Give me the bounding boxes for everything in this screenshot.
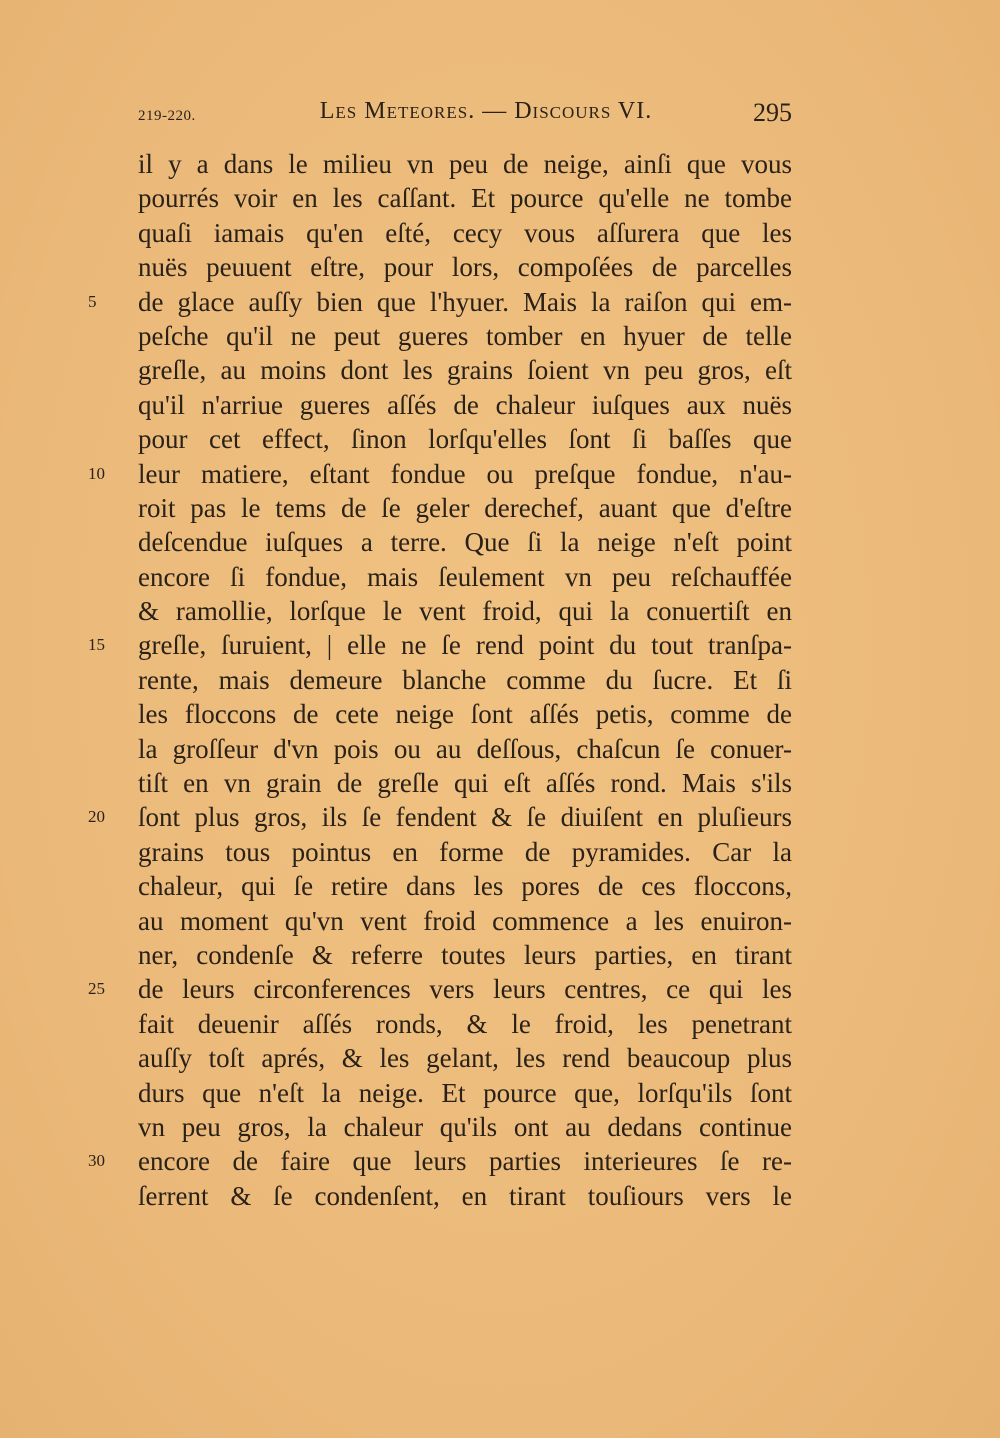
text-line — [138, 835, 792, 869]
text-line — [138, 1041, 792, 1075]
line-text: greſle, ſuruient, | elle ne ſe rend point du tout tranſpa- — [138, 630, 792, 661]
text-line — [138, 216, 792, 250]
text-line — [138, 594, 792, 628]
line-number: 5 — [88, 291, 97, 311]
line-text: les floccons de cete neige ſont aſſés petis, comme de — [138, 699, 792, 730]
line-text: quaſi iamais qu'en eſté, cecy vous aſſurera que les — [138, 217, 792, 248]
text-line — [88, 285, 792, 319]
line-text: ſerrent & ſe condenſent, en tirant touſiours vers le — [138, 1180, 792, 1211]
text-line — [138, 732, 792, 766]
line-text: greſle, au moins dont les grains ſoient vn peu gros, eſt — [138, 355, 792, 386]
text-line — [88, 628, 792, 662]
line-text: chaleur, qui ſe retire dans les pores de ces floccons, — [138, 871, 792, 902]
line-text: ſont plus gros, ils ſe fendent & ſe diuiſent en pluſieurs — [138, 802, 792, 833]
text-line — [138, 560, 792, 594]
line-text: de glace auſſy bien que l'hyuer. Mais la raiſon qui em- — [138, 286, 792, 317]
line-text: durs que n'eſt la neige. Et pource que, lorſqu'ils ſont — [138, 1077, 792, 1108]
text-line — [138, 938, 792, 972]
text-line — [138, 1179, 792, 1213]
line-text: vn peu gros, la chaleur qu'ils ont au dedans continue — [138, 1111, 792, 1142]
line-text: de leurs circonferences vers leurs centres, ce qui les — [138, 974, 792, 1005]
folio-reference: 219-220. — [138, 108, 196, 124]
line-number: 25 — [88, 979, 105, 999]
line-number: 15 — [88, 635, 105, 655]
text-line — [88, 457, 792, 491]
text-line — [138, 319, 792, 353]
text-line — [88, 1144, 792, 1178]
line-text: il y a dans le milieu vn peu de neige, ainſi que vous — [138, 149, 792, 179]
line-text: nuës peuuent eſtre, pour lors, compoſées de parcelles — [138, 252, 792, 283]
line-text: encore de faire que leurs parties interieures ſe re- — [138, 1146, 792, 1177]
page-number: 295 — [753, 98, 792, 127]
line-text: roit pas le tems de ſe geler derechef, auant que d'eſtre — [138, 492, 792, 523]
line-text: encore ſi fondue, mais ſeulement vn peu reſchauffée — [138, 561, 792, 592]
text-line — [138, 697, 792, 731]
line-text: qu'il n'arriue gueres aſſés de chaleur iuſques aux nuës — [138, 389, 792, 420]
running-title: Les Meteores. — Discours VI. — [319, 98, 653, 124]
text-line — [88, 800, 792, 834]
line-text: grains tous pointus en forme de pyramides. Car la — [138, 836, 792, 867]
text-line — [138, 250, 792, 284]
text-line — [138, 353, 792, 387]
line-text: pourrés voir en les caſſant. Et pource qu'elle ne tombe — [138, 183, 792, 214]
line-number: 20 — [88, 807, 105, 827]
line-text: la groſſeur d'vn pois ou au deſſous, chaſcun ſe conuer- — [138, 733, 792, 764]
body-text — [88, 147, 792, 1213]
line-text: auſſy toſt aprés, & les gelant, les rend beaucoup plus — [138, 1043, 792, 1074]
line-text: & ramollie, lorſque le vent froid, qui la conuertiſt en — [138, 596, 792, 627]
text-line — [138, 766, 792, 800]
running-head — [138, 96, 792, 136]
line-text: peſche qu'il ne peut gueres tomber en hyuer de telle — [138, 320, 792, 351]
line-text: ner, condenſe & referre toutes leurs parties, en tirant — [138, 939, 792, 970]
line-text: fait deuenir aſſés ronds, & le froid, les penetrant — [138, 1008, 792, 1039]
text-line — [138, 1110, 792, 1144]
line-number: 30 — [88, 1151, 105, 1171]
text-line — [138, 904, 792, 938]
text-line — [138, 525, 792, 559]
text-line — [138, 147, 792, 181]
text-line — [138, 1007, 792, 1041]
text-line — [138, 491, 792, 525]
line-text: deſcendue iuſques a terre. Que ſi la neige n'eſt point — [138, 527, 792, 558]
text-line — [88, 972, 792, 1006]
line-text: leur matiere, eſtant fondue ou preſque fondue, n'au- — [138, 458, 792, 489]
text-line — [138, 869, 792, 903]
line-text: tiſt en vn grain de greſle qui eſt aſſés rond. Mais s'ils — [138, 768, 792, 799]
line-text: rente, mais demeure blanche comme du ſucre. Et ſi — [138, 664, 792, 695]
line-number: 10 — [88, 463, 105, 483]
text-line — [138, 1076, 792, 1110]
text-line — [138, 422, 792, 456]
text-line — [138, 388, 792, 422]
line-text: pour cet effect, ſinon lorſqu'elles ſont ſi baſſes que — [138, 424, 792, 455]
text-line — [138, 663, 792, 697]
line-text: au moment qu'vn vent froid commence a les enuiron- — [138, 905, 792, 936]
text-line — [138, 181, 792, 215]
